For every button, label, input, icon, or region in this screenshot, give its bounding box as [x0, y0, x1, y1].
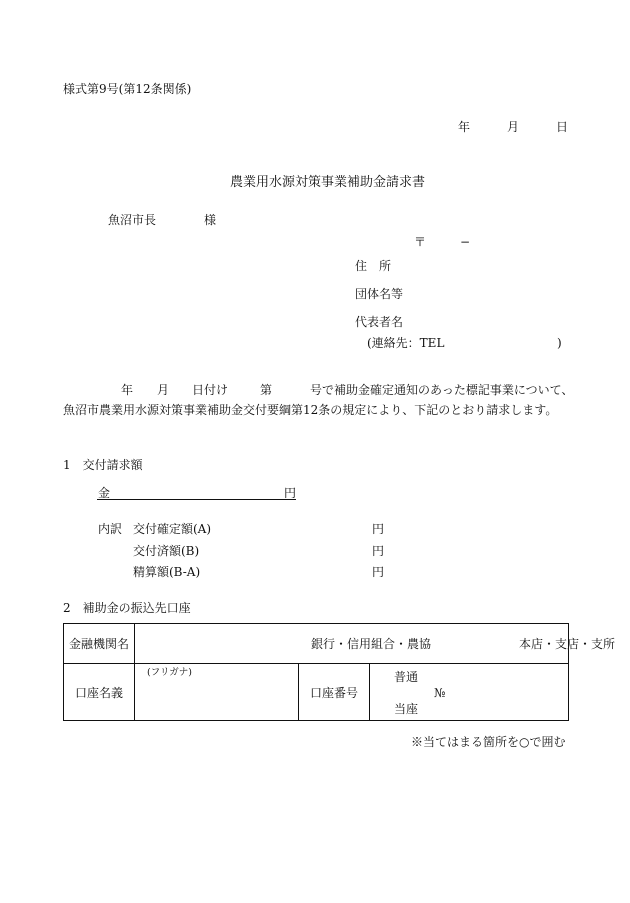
body-line1-rest: 号で補助金確定通知のあった標記事業について、 — [310, 383, 574, 397]
addressee-name: 魚沼市長 — [108, 213, 157, 227]
body-month: 月 — [157, 383, 170, 397]
breakdown-label: 内訳 — [98, 522, 123, 536]
contact-close-paren: ) — [557, 336, 562, 350]
breakdown-item-confirmed-unit: 円 — [372, 522, 385, 536]
breakdown-item-paid: 交付済額(B) — [133, 544, 200, 558]
account-type-toza: 当座 — [394, 702, 419, 716]
branch-types: 本店・支店・支所 — [519, 637, 616, 651]
bank-row — [64, 624, 569, 664]
body-dated: 日付け — [192, 383, 229, 397]
breakdown-item-paid-unit: 円 — [372, 544, 385, 558]
bank-name-cell — [135, 624, 616, 664]
footnote: ※当てはまる箇所を○で囲む — [411, 735, 566, 749]
breakdown-item-confirmed: 交付確定額(A) — [133, 522, 212, 536]
form-number: 様式第9号(第12条関係) — [63, 82, 192, 96]
section2-heading: 2 補助金の振込先口座 — [63, 601, 191, 615]
addressee-honorific: 様 — [204, 213, 217, 227]
date-year-label: 年 — [458, 120, 471, 134]
account-name-cell — [135, 664, 299, 721]
representative-label: 代表者名 — [355, 315, 404, 329]
account-name-label: 口座名義 — [64, 664, 135, 721]
postal-mark: 〒 — [414, 235, 427, 249]
body-line2: 魚沼市農業用水源対策事業補助金交付要綱第12条の規定により、下記のとおり請求します。 — [63, 403, 558, 417]
amount-yen: 円 — [284, 486, 297, 500]
section1-heading: 1 交付請求額 — [63, 458, 143, 472]
amount-underline — [97, 499, 296, 500]
account-row — [64, 664, 569, 721]
account-no-mark: № — [434, 686, 446, 700]
amount-kin: 金 — [98, 486, 111, 500]
furigana-label: (フリガナ) — [147, 667, 192, 678]
breakdown-item-settlement: 精算額(B-A) — [133, 565, 201, 579]
breakdown-item-settlement-unit: 円 — [372, 565, 385, 579]
body-year: 年 — [121, 383, 134, 397]
address-label: 住 所 — [355, 259, 392, 273]
date-month-label: 月 — [507, 120, 520, 134]
bank-types: 銀行・信用組合・農協 — [311, 637, 432, 651]
account-type-futsu: 普通 — [394, 670, 419, 684]
bank-name-label: 金融機関名 — [64, 624, 135, 664]
bank-account-table — [63, 623, 616, 721]
body-dai: 第 — [260, 383, 273, 397]
account-number-cell — [370, 664, 569, 721]
account-number-label: 口座番号 — [299, 664, 370, 721]
group-name-label: 団体名等 — [355, 287, 404, 301]
contact-tel-label: (連絡先：TEL — [367, 336, 445, 350]
page-title: 農業用水源対策事業補助金請求書 — [230, 175, 426, 190]
date-day-label: 日 — [556, 120, 569, 134]
postal-dash: − — [460, 235, 471, 249]
